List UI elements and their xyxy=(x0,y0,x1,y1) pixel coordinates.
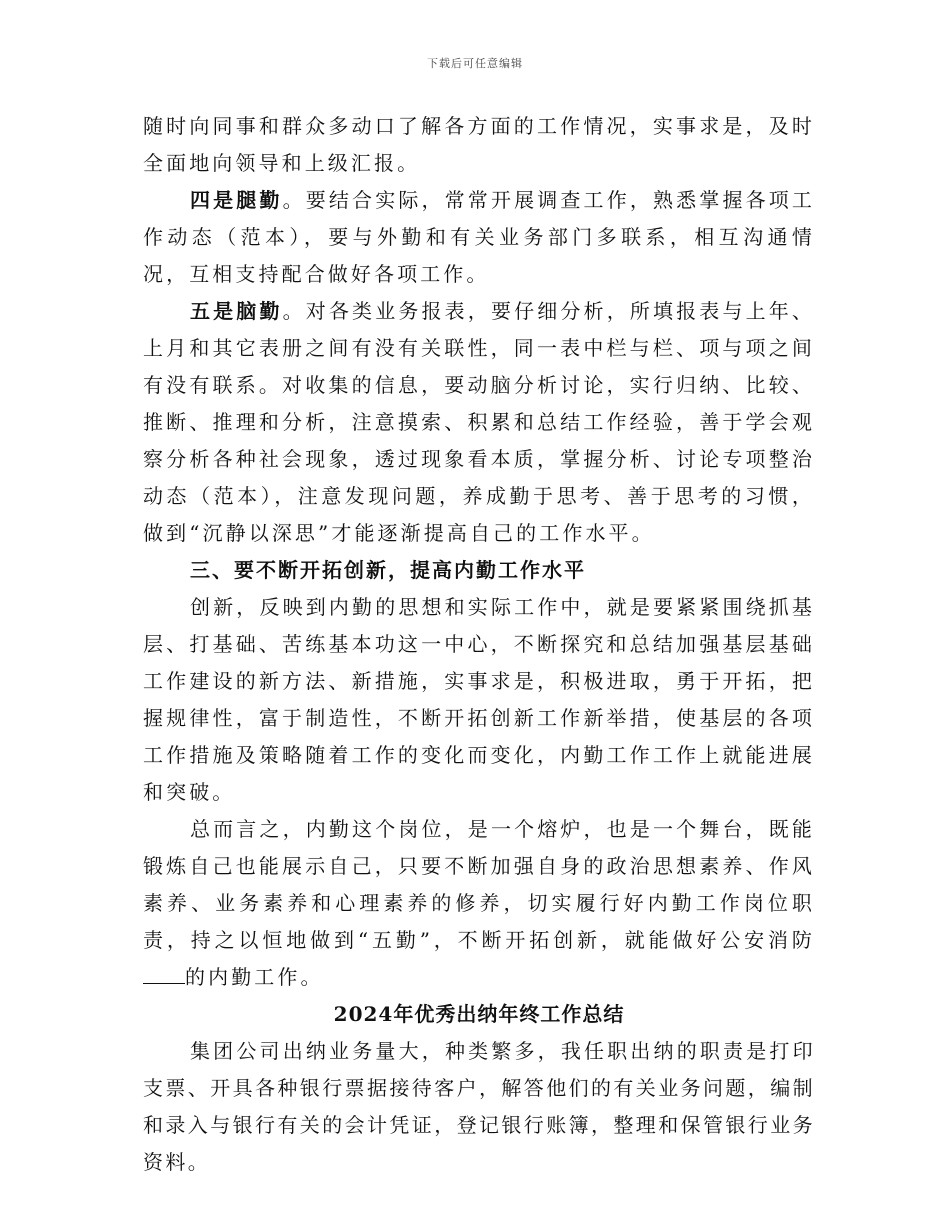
paragraph-body-leg: 。要结合实际，常常开展调查工作，熟悉掌握各项工作动态（范本），要与外勤和有关业务部门多联系，相互沟通情况，互相支持配合做好各项工作。 xyxy=(143,188,815,286)
paragraph-lead-leg: 四是腿勤 xyxy=(190,188,283,212)
paragraph-brain-diligence xyxy=(143,293,815,552)
section-heading: 三、要不断开拓创新，提高内勤工作水平 xyxy=(190,558,586,582)
fill-in-blank xyxy=(143,965,185,984)
paragraph-lead-brain: 五是脑勤 xyxy=(190,299,283,323)
paragraph-conclusion xyxy=(143,811,815,996)
paragraph-cashier-duties: 集团公司出纳业务量大，种类繁多，我任职出纳的职责是打印支票、开具各种银行票据接待客户，解答他们的有关业务问题，编制和录入与银行有关的会计凭证，登记银行账簿，整理和保管银行业务资料。 xyxy=(143,1039,815,1174)
paragraph-conclusion-text: 总而言之，内勤这个岗位，是一个熔炉，也是一个舞台，既能锻炼自己也能展示自己，只要不断加强自身的政治思想素养、作风素养、业务素养和心理素养的修养，切实履行好内勤工作岗位职责，持之以恒地做到“五勤”，不断开拓创新，就能做好公安消防 xyxy=(143,817,815,952)
paragraph-leg-diligence xyxy=(143,182,815,293)
paragraph-conclusion-end: 的内勤工作。 xyxy=(185,965,324,989)
paragraph-body-brain: 。对各类业务报表，要仔细分析，所填报表与上年、上月和其它表册之间有没有关联性，同一表中栏与栏、项与项之间有没有联系。对收集的信息，要动脑分析讨论，实行归纳、比较、推断、推理和分析，注意摸索、积累和总结工作经验，善于学会观察分析各种社会现象，透过现象看本质，掌握分析、讨论专项整治动态（范本），注意发现问题，养成勤于思考、善于思考的习惯，做到“沉静以深思”才能逐渐提高自己的工作水平。 xyxy=(143,299,815,545)
paragraph-innovation: 创新，反映到内勤的思想和实际工作中，就是要紧紧围绕抓基层、打基础、苦练基本功这一中心，不断探究和总结加强基层基础工作建设的新方法、新措施，实事求是，积极进取，勇于开拓，把握规律性，富于制造性，不断开拓创新工作新举措，使基层的各项工作措施及策略随着工作的变化而变化，内勤工作工作上就能进展和突破。 xyxy=(143,595,815,804)
page-header-note: 下载后可任意编辑 xyxy=(427,57,523,70)
paragraph-report: 随时向同事和群众多动口了解各方面的工作情况，实事求是，及时全面地向领导和上级汇报。 xyxy=(143,114,815,175)
document-body xyxy=(143,108,815,1181)
document-title: 2024年优秀出纳年终工作总结 xyxy=(333,1002,625,1026)
